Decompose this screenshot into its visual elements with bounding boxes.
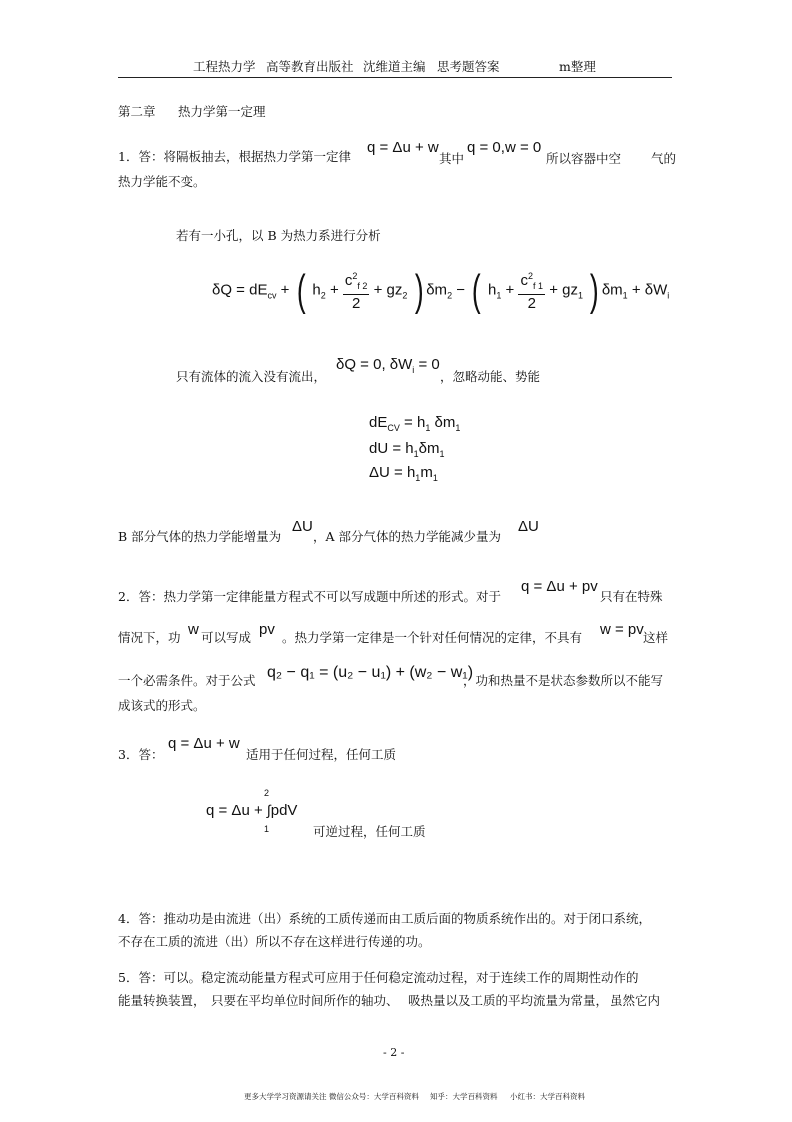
q1-a-eq: ΔU: [518, 518, 539, 535]
header-editor: 沈维道主编: [363, 59, 426, 74]
q2-l3b: ，功和热量不是状态参数所以不能写: [463, 673, 664, 688]
q2-eq-wpv: w = pv: [600, 621, 644, 638]
q3-tail1: 适用于任何过程，任何工质: [246, 747, 397, 762]
c1-fraction: $\frac{c^2_{f 1}}{2}$: [518, 268, 545, 313]
q5-line2b: 只要在平均单位时间所作的轴功、: [211, 993, 399, 1008]
q1-line2: 热力学能不变。: [118, 174, 206, 189]
result-dEcv: $dE_{CV} = h_1$ $\delta m_1$: [369, 414, 461, 433]
q5-line1: 5．答：可以。稳定流动能量方程式可应用于任何稳定流动过程，对于连续工作的周期性动作的: [118, 970, 639, 985]
header-organizer: m整理: [559, 59, 596, 74]
q2-l2c: 。热力学第一定律是一个针对任何情况的定律，不具有: [282, 630, 583, 645]
q2-eq-w: w: [188, 621, 199, 638]
chapter-title: 热力学第一定理: [178, 104, 266, 119]
q1-only-in: 只有流体的流入没有流出，: [176, 369, 327, 384]
q2-l2d: 这样: [643, 630, 669, 645]
q5-line2d: 虽然它内: [610, 993, 661, 1008]
footer-wechat: 更多大学学习资源请关注 微信公众号：大学百科资料: [244, 1092, 419, 1101]
q1-lead: 1．答：将隔板抽去，根据热力学第一定律: [118, 149, 351, 164]
q2-eq-pv: pv: [259, 621, 275, 638]
q1-b-eq: ΔU: [292, 518, 313, 535]
q2-l2b: 可以写成: [201, 630, 252, 645]
energy-equation: $\delta Q = dE_{cv}$ + ( $h_2$ + $\frac{c^2_{f 2}}{2}$ + $gz_2$ ) $\delta m_2$ − ( $h_1$ + $\frac{c^2_{f 1}}{2}$ + $gz_1$ ) $\delta m_1 + \delta W_i$: [212, 265, 670, 315]
q3-int-lower: 1: [264, 824, 270, 834]
header-publisher: 高等教育出版社: [266, 59, 354, 74]
q3-lead: 3．答：: [118, 747, 164, 762]
chapter-number: 第二章: [118, 104, 156, 119]
q2-l2a: 情况下，功: [118, 630, 181, 645]
q2-lead: 2．答：热力学第一定律能量方程式不可以写成题中所述的形式。对于: [118, 589, 501, 604]
footer-zhihu: 知乎：大学百科资料: [430, 1092, 498, 1101]
q2-l4: 成该式的形式。: [118, 698, 206, 713]
result-dU: dU = $h_1\delta m_1$: [369, 440, 445, 459]
q1-eq1: q = Δu + w: [367, 139, 439, 156]
q1-b-text: B 部分气体的热力学能增量为: [118, 529, 282, 544]
c2-fraction: $\frac{c^2_{f 2}}{2}$: [343, 268, 370, 313]
q2-tail1: 只有在特殊: [600, 589, 663, 604]
q4-line1: 4．答：推动功是由流进（出）系统的工质传递而由工质后面的物质系统作出的。对于闭口系统，: [118, 911, 651, 926]
q1-eq2: q = 0,w = 0: [467, 139, 542, 156]
q4-line2: 不存在工质的流进（出）所以不存在这样进行传递的功。: [118, 934, 431, 949]
q5-line2c: 吸热量以及工质的平均流量为常量，: [408, 993, 609, 1008]
q1-tail1: 所以容器中空: [546, 151, 622, 166]
q5-line2a: 能量转换装置，: [118, 993, 206, 1008]
header-rule: [118, 77, 672, 78]
q2-eq1: q = Δu + pv: [521, 578, 598, 595]
q3-eq1: q = Δu + w: [168, 735, 240, 752]
q1-a-text: ，A 部分气体的热力学能减少量为: [313, 529, 502, 544]
result-DeltaU: $\Delta U = h_1m_1$: [369, 464, 438, 483]
q2-l3a: 一个必需条件。对于公式: [118, 673, 256, 688]
q1-ignore: ，忽略动能、势能: [440, 369, 541, 384]
q1-cond-eq: δQ = 0, $\delta W_i = 0$: [336, 356, 440, 375]
page-number: - 2 -: [383, 1046, 405, 1059]
q2-eq-long: q₂ − q₁ = (u₂ − u₁) + (w₂ − w₁): [267, 664, 474, 681]
q1-mid: 其中: [439, 151, 465, 166]
header-book: 工程热力学: [193, 59, 256, 74]
q1-hole-text: 若有一小孔，以 B 为热力系进行分析: [176, 228, 381, 243]
header-type: 思考题答案: [437, 59, 500, 74]
q3-tail2: 可逆过程，任何工质: [313, 824, 426, 839]
q3-eq2: q = Δu + ∫pdV: [206, 802, 298, 819]
q3-int-upper: 2: [264, 788, 270, 798]
footer-xiaohongshu: 小红书：大学百科资料: [510, 1092, 585, 1101]
q1-tail2: 气的: [651, 151, 677, 166]
